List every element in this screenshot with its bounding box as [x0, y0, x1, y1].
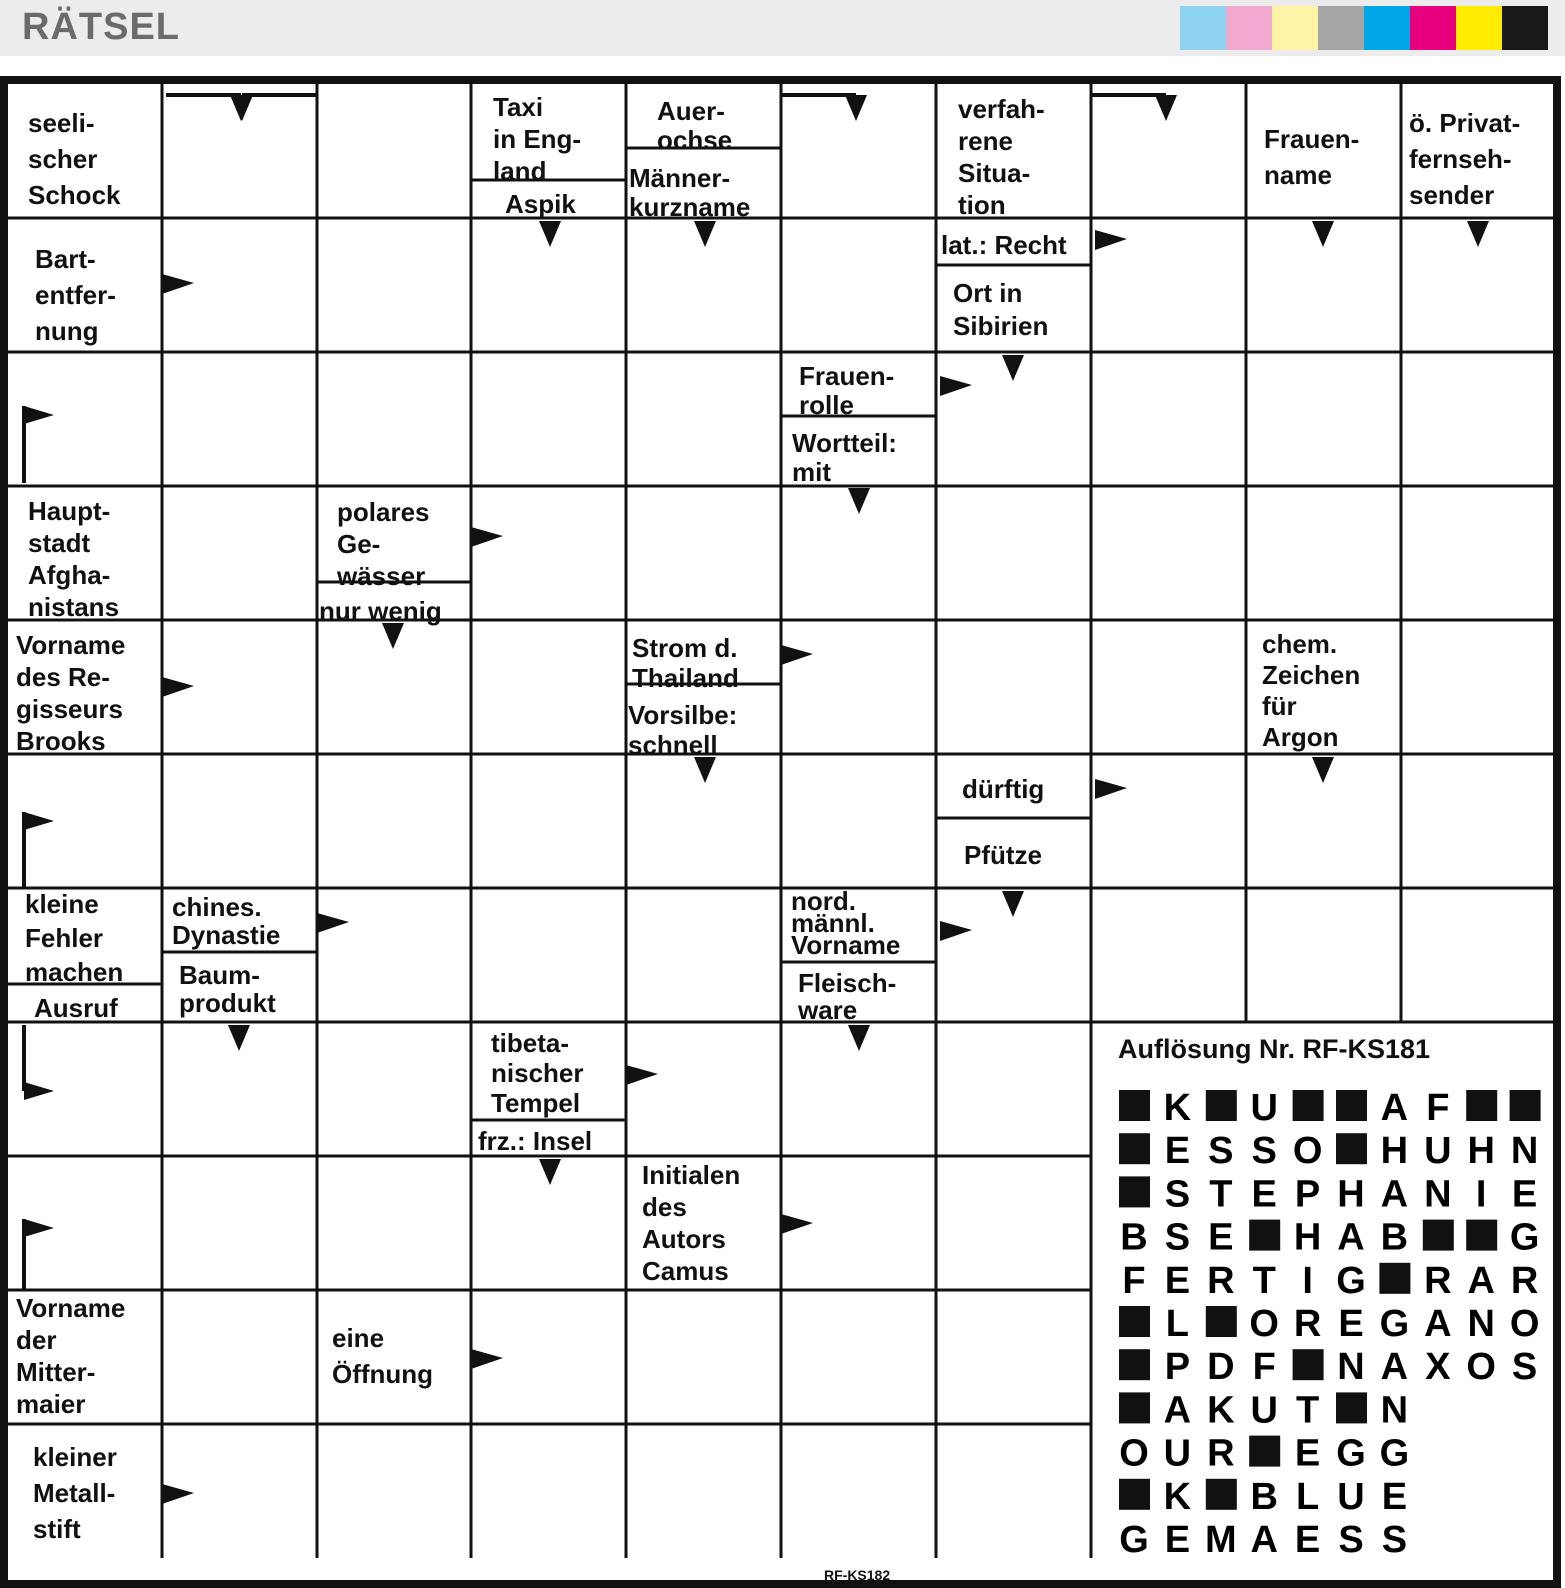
clue-line: ware — [798, 995, 858, 1025]
solution-letter: P — [1294, 1173, 1321, 1216]
solution-letter: A — [1467, 1259, 1495, 1302]
arrow-right-icon — [940, 376, 972, 396]
clue-line: kleine — [25, 889, 99, 919]
clue-line: chines. — [172, 892, 262, 922]
solution-block — [1466, 1220, 1497, 1251]
arrow-right-icon — [781, 645, 813, 665]
clue-line: machen — [25, 957, 124, 987]
clue-line: für — [1262, 691, 1297, 721]
solution-letter: E — [1338, 1303, 1364, 1345]
clue-line: mit — [792, 457, 831, 487]
clue-text — [16, 1293, 125, 1419]
solution-letter: H — [1380, 1130, 1409, 1173]
clue-line: Ort in — [953, 278, 1023, 308]
clue-text — [172, 892, 280, 950]
solution-letter: H — [1337, 1173, 1365, 1216]
solution-letter: O — [1119, 1432, 1149, 1475]
solution-block — [1119, 1349, 1150, 1380]
solution-letter: R — [1207, 1259, 1235, 1302]
clue-line: frz.: Insel — [478, 1126, 593, 1156]
solution-letter: K — [1207, 1389, 1235, 1432]
clue-line: Wortteil: — [792, 428, 897, 458]
solution-letter: D — [1207, 1346, 1235, 1389]
solution-block — [1379, 1263, 1410, 1294]
flag-arrow-icon — [24, 1082, 54, 1100]
clue-line: tibeta- — [491, 1028, 569, 1058]
solution-letter: O — [1292, 1130, 1323, 1173]
clue-line: land — [493, 156, 547, 186]
color-swatch — [1226, 6, 1272, 50]
arrow-down-icon — [1002, 355, 1024, 381]
arrow-right-icon — [1095, 230, 1127, 250]
solution-block — [1249, 1220, 1280, 1251]
solution-letter: L — [1295, 1475, 1320, 1518]
clue-line: schnell — [628, 730, 718, 760]
clue-line: lat.: Recht — [941, 230, 1067, 260]
solution-letter: A — [1163, 1389, 1192, 1432]
solution-letter: O — [1509, 1303, 1540, 1345]
solution-letter: H — [1467, 1130, 1495, 1173]
solution-letter: B — [1380, 1216, 1409, 1259]
solution-letter: O — [1466, 1346, 1496, 1389]
solution-letter: N — [1467, 1303, 1495, 1345]
solution-heading: Auflösung Nr. RF-KS181 — [1118, 1034, 1431, 1064]
clue-line: maier — [16, 1389, 86, 1419]
clue-text — [25, 889, 123, 987]
clue-line: Taxi — [493, 92, 544, 122]
solution-letter: I — [1302, 1259, 1313, 1302]
clue-line: des — [642, 1192, 687, 1222]
arrow-down-icon — [694, 221, 716, 247]
clue-line: Frauen- — [1264, 124, 1360, 154]
clue-text — [332, 1323, 433, 1389]
clue-line: verfah- — [958, 94, 1045, 124]
arrow-down-icon — [539, 221, 561, 247]
arrow-down-icon — [382, 623, 404, 649]
clue-text — [799, 361, 894, 420]
solution-block — [1423, 1220, 1454, 1251]
solution-letter: U — [1163, 1432, 1192, 1475]
solution-block — [1119, 1176, 1150, 1207]
clue-line: Autors — [642, 1224, 726, 1254]
clue-line: Öffnung — [332, 1359, 434, 1389]
arrow-down-icon — [1155, 95, 1177, 121]
clue-line: Pfütze — [964, 840, 1042, 870]
solution-letter: F — [1252, 1346, 1276, 1389]
solution-letter: G — [1509, 1216, 1540, 1259]
solution-block — [1336, 1090, 1367, 1121]
crossword-board — [0, 76, 1565, 1588]
clue-line: Vorname — [16, 630, 126, 660]
color-swatch-strip — [1180, 6, 1548, 50]
solution-block — [1119, 1392, 1150, 1423]
solution-block — [1119, 1306, 1150, 1337]
clue-line: Strom d. — [632, 633, 738, 663]
solution-letter: R — [1293, 1303, 1322, 1345]
flag-arrow-icon — [24, 812, 54, 830]
solution-letter: E — [1164, 1519, 1191, 1561]
clue-line: gisseurs — [16, 694, 123, 724]
clue-line: der — [16, 1325, 57, 1355]
clue-text — [657, 96, 732, 155]
clue-line: Vorname — [16, 1293, 126, 1323]
solution-letter: K — [1163, 1475, 1192, 1518]
solution-letter: G — [1336, 1259, 1366, 1302]
clue-text — [478, 1126, 592, 1156]
solution-block — [1119, 1090, 1150, 1121]
solution-letter: E — [1208, 1216, 1234, 1259]
clue-line: Auer- — [657, 96, 725, 126]
arrow-down-icon — [848, 1025, 870, 1051]
clue-line: Argon — [1262, 722, 1339, 752]
clue-text — [1409, 108, 1520, 210]
arrow-right-icon — [781, 1214, 813, 1234]
clue-line: nur wenig — [319, 596, 442, 626]
solution-letter: E — [1381, 1475, 1408, 1518]
solution-letter: A — [1424, 1303, 1452, 1345]
arrow-down-icon — [1312, 221, 1334, 247]
clue-text — [179, 960, 276, 1018]
clue-line: Baum- — [179, 960, 260, 990]
puzzle-code: RF-KS182 — [824, 1567, 891, 1583]
solution-block — [1206, 1479, 1237, 1510]
clue-line: scher — [28, 144, 98, 174]
solution-block — [1249, 1436, 1280, 1467]
solution-letter: A — [1380, 1173, 1409, 1216]
color-swatch — [1410, 6, 1456, 50]
arrow-down-icon — [1467, 221, 1489, 247]
solution-letter: U — [1337, 1475, 1365, 1518]
clue-line: Metall- — [33, 1478, 116, 1508]
solution-letter: E — [1251, 1173, 1277, 1216]
clue-line: chem. — [1262, 629, 1338, 659]
flag-arrow-icon — [24, 1219, 54, 1237]
solution-letter: T — [1295, 1389, 1320, 1432]
arrow-right-icon — [1095, 779, 1127, 799]
arrow-right-icon — [162, 677, 194, 697]
solution-letter: N — [1424, 1173, 1452, 1216]
arrow-right-icon — [626, 1065, 658, 1085]
clue-line: Tempel — [491, 1088, 581, 1118]
arrow-right-icon — [471, 1349, 503, 1369]
clue-text — [628, 700, 737, 760]
solution-letter: U — [1424, 1130, 1452, 1173]
clue-line: Dynastie — [172, 920, 281, 950]
arrow-down-icon — [1312, 757, 1334, 783]
solution-letter: S — [1381, 1519, 1408, 1561]
solution-letter: T — [1252, 1259, 1276, 1302]
clue-text — [792, 428, 897, 487]
solution-panel — [1118, 1034, 1541, 1561]
solution-letter: E — [1294, 1432, 1321, 1475]
clue-line: eine — [332, 1323, 385, 1353]
solution-letter: E — [1294, 1519, 1321, 1561]
clue-line: Männer- — [629, 163, 731, 193]
arrow-right-icon — [162, 1484, 194, 1504]
solution-letter: A — [1337, 1216, 1365, 1259]
clue-line: nung — [35, 316, 99, 346]
clue-line: in Eng- — [493, 124, 582, 154]
clue-line: Zeichen — [1262, 660, 1361, 690]
clue-line: Vorname — [791, 930, 901, 960]
solution-letter: X — [1425, 1346, 1451, 1389]
clue-text — [962, 774, 1044, 804]
color-swatch — [1502, 6, 1548, 50]
clue-line: kurzname — [629, 192, 751, 222]
color-swatch — [1272, 6, 1318, 50]
clue-text — [1262, 629, 1360, 752]
clue-line: dürftig — [962, 774, 1045, 804]
solution-letter: G — [1119, 1519, 1149, 1561]
solution-letter: R — [1424, 1259, 1452, 1302]
solution-letter: H — [1293, 1216, 1322, 1259]
solution-letter: A — [1250, 1519, 1278, 1561]
clue-line: polares — [337, 497, 430, 527]
arrow-right-icon — [317, 913, 349, 933]
solution-block — [1206, 1306, 1237, 1337]
solution-block — [1206, 1090, 1237, 1121]
clue-line: Sibirien — [953, 311, 1049, 341]
clue-line: Frauen- — [799, 361, 895, 391]
clue-line: des Re- — [16, 662, 110, 692]
clue-text — [35, 244, 116, 346]
solution-letter: A — [1380, 1346, 1409, 1389]
clue-line: stadt — [28, 528, 91, 558]
clue-line: Thailand — [632, 663, 739, 693]
solution-letter: P — [1164, 1346, 1191, 1389]
color-swatch — [1364, 6, 1410, 50]
solution-letter: G — [1336, 1432, 1366, 1475]
clue-line: Haupt- — [28, 496, 111, 526]
clue-line: Ausruf — [34, 993, 118, 1023]
arrow-down-icon — [848, 488, 870, 514]
clue-line: fernseh- — [1409, 144, 1512, 174]
arrow-right-icon — [471, 527, 503, 547]
solution-letter: N — [1380, 1389, 1409, 1432]
clue-text — [34, 993, 118, 1023]
clue-line: Fehler — [25, 923, 104, 953]
color-swatch — [1456, 6, 1502, 50]
clue-line: Aspik — [505, 189, 576, 219]
clue-line: Brooks — [16, 726, 106, 756]
clue-text — [16, 630, 125, 756]
solution-letter: O — [1249, 1303, 1279, 1345]
solution-letter: U — [1250, 1087, 1278, 1129]
solution-letter: S — [1164, 1216, 1191, 1259]
clue-line: produkt — [179, 988, 276, 1018]
clue-line: Fleisch- — [798, 968, 897, 998]
clue-text — [319, 596, 442, 626]
clue-text — [964, 840, 1042, 870]
clue-line: sender — [1409, 180, 1495, 210]
solution-letter: E — [1164, 1130, 1191, 1173]
solution-letter: S — [1338, 1519, 1364, 1561]
arrow-down-icon — [228, 1025, 250, 1051]
clue-line: Schock — [28, 180, 121, 210]
solution-letter: T — [1209, 1173, 1233, 1216]
solution-letter: S — [1164, 1173, 1191, 1216]
clue-line: seeli- — [28, 108, 95, 138]
page-title: RÄTSEL — [22, 6, 180, 48]
solution-block — [1119, 1133, 1150, 1164]
clue-line: entfer- — [35, 280, 116, 310]
clue-text — [632, 633, 739, 693]
solution-block — [1293, 1090, 1324, 1121]
solution-letter: B — [1250, 1475, 1278, 1518]
clue-line: ö. Privat- — [1409, 108, 1521, 138]
solution-block — [1336, 1392, 1367, 1423]
clue-line: Camus — [642, 1256, 729, 1286]
solution-letter: I — [1475, 1173, 1487, 1216]
color-swatch — [1318, 6, 1364, 50]
clue-line: rene — [958, 126, 1013, 156]
clue-line: Ge- — [337, 529, 381, 559]
clue-text — [505, 189, 576, 219]
clue-line: Bart- — [35, 244, 96, 274]
clue-line: nistans — [28, 592, 120, 622]
clue-line: nischer — [491, 1058, 584, 1088]
clue-text — [491, 1028, 584, 1118]
clue-line: wässer — [337, 561, 426, 591]
clue-line: Situa- — [958, 158, 1031, 188]
clue-line: tion — [958, 190, 1006, 220]
clue-line: Mitter- — [16, 1357, 96, 1387]
clue-line: kleiner — [33, 1442, 117, 1472]
flag-arrow-icon — [24, 406, 54, 424]
solution-letter: G — [1379, 1432, 1410, 1475]
clue-line: Afgha- — [28, 560, 111, 590]
clue-line: Initialen — [642, 1160, 741, 1190]
solution-letter: K — [1163, 1087, 1192, 1129]
solution-letter: S — [1511, 1346, 1538, 1389]
clue-text — [958, 94, 1045, 220]
clue-line: nord. — [791, 886, 856, 916]
arrow-down-icon — [539, 1159, 561, 1185]
arrow-down-icon — [1002, 891, 1024, 917]
clue-text — [629, 163, 750, 222]
clue-text — [642, 1160, 740, 1286]
clue-text — [797, 968, 896, 1025]
solution-block — [1293, 1349, 1324, 1380]
solution-block — [1336, 1133, 1367, 1164]
solution-letter: R — [1207, 1432, 1235, 1475]
solution-letter: F — [1122, 1259, 1146, 1302]
solution-letter: N — [1510, 1130, 1539, 1173]
clue-line: männl. — [791, 908, 875, 938]
clue-text — [1264, 124, 1359, 190]
clue-text — [791, 886, 900, 960]
solution-letter: B — [1120, 1216, 1148, 1259]
clue-text — [953, 278, 1048, 341]
clue-text — [493, 92, 581, 186]
arrow-right-icon — [162, 274, 194, 294]
arrow-down-icon — [845, 95, 867, 121]
solution-letter: N — [1337, 1346, 1365, 1389]
clue-text — [336, 497, 430, 591]
solution-letter: F — [1426, 1087, 1450, 1129]
color-swatch — [1180, 6, 1226, 50]
clue-line: name — [1264, 160, 1332, 190]
solution-block — [1466, 1090, 1497, 1121]
solution-letter: U — [1250, 1389, 1278, 1432]
solution-letter: R — [1510, 1259, 1539, 1302]
solution-block — [1510, 1090, 1541, 1121]
solution-letter: E — [1511, 1173, 1538, 1216]
clue-line: Vorsilbe: — [628, 700, 738, 730]
solution-letter: A — [1380, 1087, 1409, 1129]
clue-line: stift — [33, 1514, 81, 1544]
arrow-down-icon — [694, 757, 716, 783]
solution-letter: G — [1379, 1303, 1410, 1345]
clue-text — [28, 496, 119, 622]
solution-letter: S — [1208, 1130, 1234, 1173]
clue-text — [33, 1442, 117, 1544]
solution-letter: S — [1251, 1130, 1277, 1173]
clue-line: ochse — [657, 125, 733, 155]
clue-text — [941, 230, 1067, 260]
clue-line: rolle — [799, 390, 854, 420]
clue-text — [28, 108, 121, 210]
header-bar — [0, 0, 1565, 56]
solution-letter: L — [1165, 1303, 1190, 1345]
arrow-down-icon — [231, 95, 253, 121]
solution-letter: E — [1164, 1259, 1191, 1302]
solution-block — [1119, 1479, 1150, 1510]
solution-letter: M — [1204, 1519, 1237, 1561]
arrow-right-icon — [940, 921, 972, 941]
